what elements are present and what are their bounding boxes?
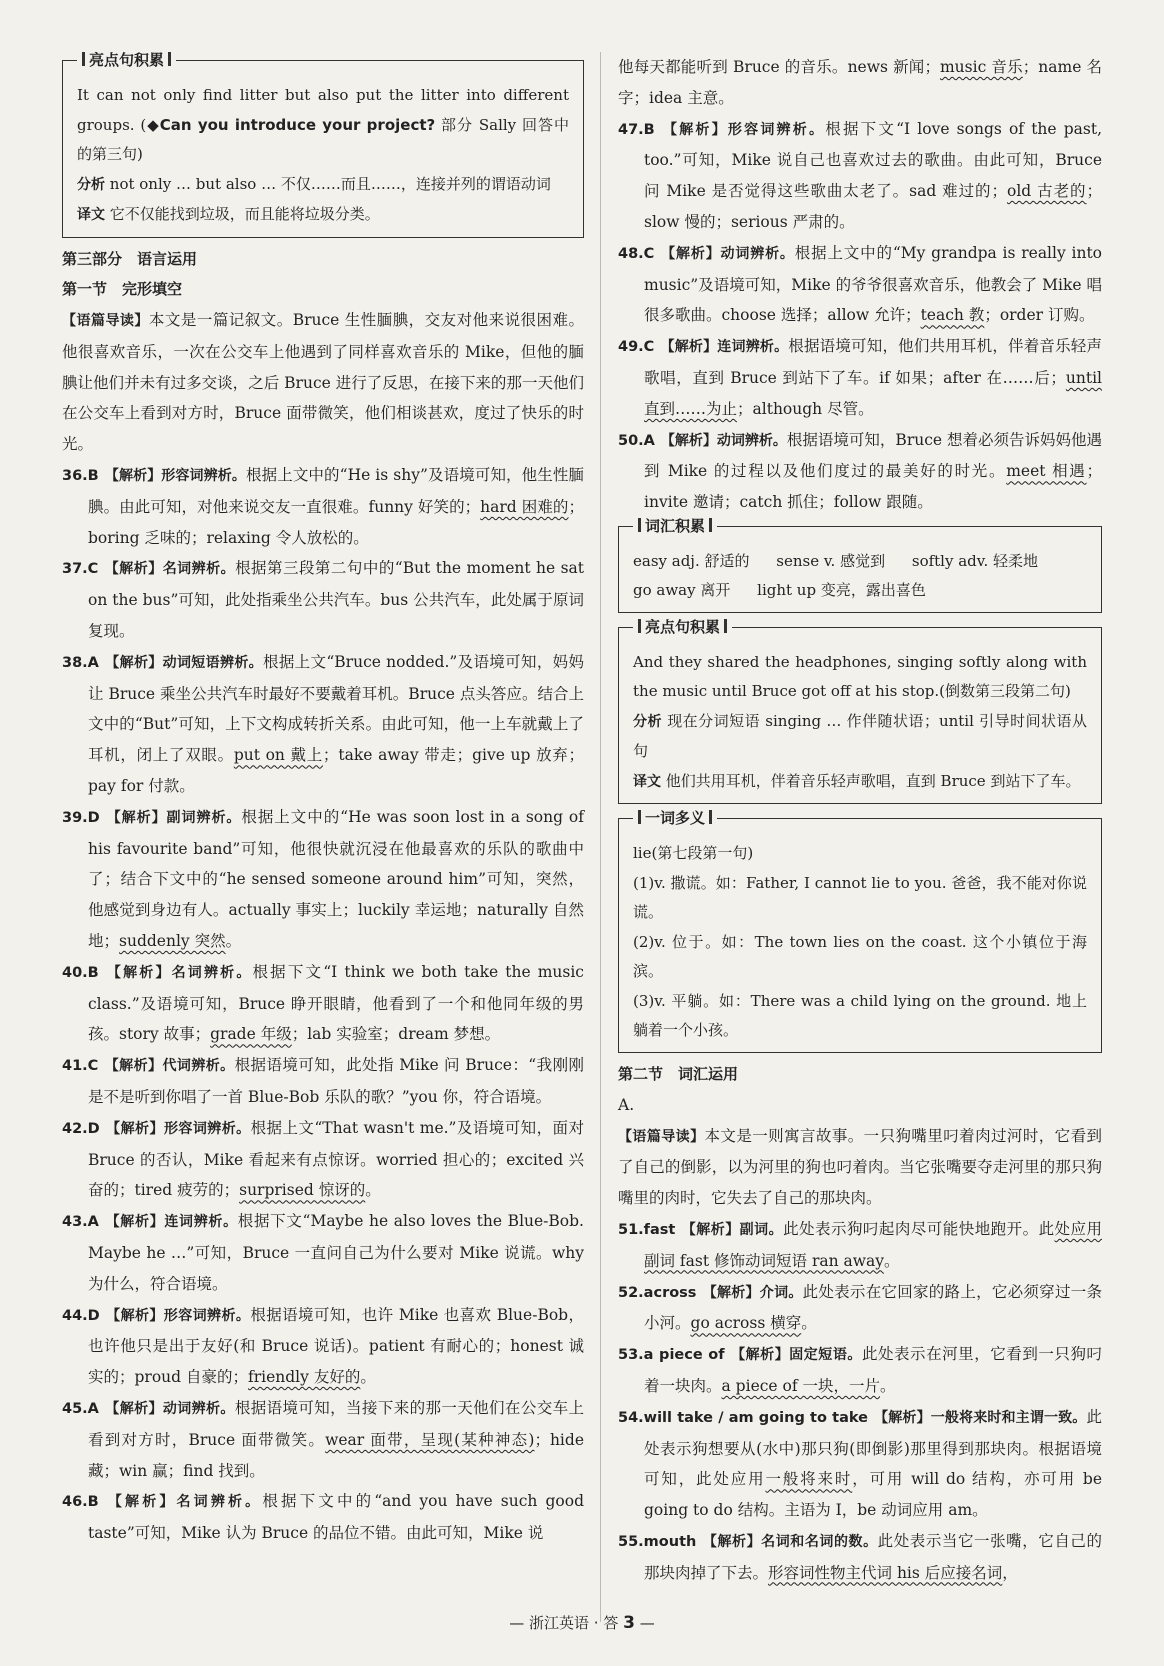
- answer-number: 39.D: [62, 809, 100, 826]
- answer-item: [62, 1113, 584, 1206]
- analysis: 分析 现在分词短语 singing … 作伴随状语；until 引导时间状语从句: [633, 711, 1087, 761]
- analysis-tag: 【解析】副词。: [681, 1221, 784, 1238]
- answer-number: 52.across: [618, 1284, 697, 1301]
- explanation: ；boring 乏味的；relaxing 令人放松的。: [88, 497, 584, 547]
- explanation: 。: [225, 932, 242, 951]
- word: lie(第七段第一句): [633, 844, 754, 863]
- answer-item: [618, 425, 1102, 518]
- answer-item: [62, 1486, 584, 1549]
- analysis-tag: 【解析】名词辨析。: [104, 561, 236, 578]
- explanation: 根据语境可知，他们共用耳机，伴着音乐轻声歌唱，直到 Bruce 到站下了车。if 如果；after 在……后；: [644, 337, 1102, 387]
- answer-number: 37.C: [62, 561, 99, 578]
- section-heading: 第二节 词汇运用: [618, 1064, 739, 1083]
- key-phrase: 处应用副词 fast 修饰动词短语 ran away: [644, 1219, 1102, 1270]
- explanation: ；invite 邀请；catch 抓住；follow 跟随。: [644, 462, 1103, 512]
- answer-number: 50.A: [618, 432, 655, 449]
- analysis-tag: 【解析】形容词辨析。: [660, 121, 826, 138]
- explanation: 根据下文中的“and you have such good taste”可知，Mike 认为 Bruce 的品位不错。由此可知，Mike 说: [88, 1492, 584, 1543]
- continued-text: 他每天都能听到 Bruce 的音乐。news 新闻；music 音乐；name 名字；idea 主意。: [618, 58, 1103, 107]
- explanation: ；lab 实验室；dream 梦想。: [291, 1025, 501, 1044]
- explanation: 根据上文中的“He was soon lost in a song of his favourite band”可知，他很快就沉浸在他最喜欢的乐队的歌曲中了；结合下文中的“he sensed someone around him”可知，突然，他感觉到身边有人。actually 事实上；luckily 幸运地；naturally 自然地；: [88, 807, 584, 951]
- passage-intro: 【语篇导读】本文是一则寓言故事。一只狗嘴里叼着肉过河时，它看到了自己的倒影，以为河里的狗也叼着肉。当它张嘴要夺走河里的那只狗嘴里的肉时，它失去了自己的那块肉。: [618, 1126, 1102, 1208]
- analysis-tag: 【解析】形容词辨析。: [104, 468, 246, 485]
- part-heading: 第三部分 语言运用: [62, 249, 198, 268]
- box-title: 亮点句积累: [77, 50, 176, 70]
- answer-item: [618, 114, 1102, 238]
- answer-number: 54.will take / am going to take: [618, 1409, 868, 1426]
- key-phrase: put on 戴上: [233, 746, 323, 765]
- explanation: 根据下文“I think we both take the music class.”及语境可知，Bruce 睁开眼睛，他看到了一个和他同年级的男孩。story 故事；: [88, 962, 584, 1044]
- analysis-tag: 【解析】名词辨析。: [104, 964, 253, 981]
- translation: 译文 他们共用耳机，伴着音乐轻声歌唱，直到 Bruce 到站下了车。: [633, 771, 1081, 790]
- explanation: 根据下文“Maybe he also loves the Blue-Bob. Maybe he …”可知，Bruce 一直问自己为什么要对 Mike 说谎。why 为什么，符合语境。: [88, 1212, 584, 1293]
- right-column: [618, 52, 1102, 1589]
- answer-item: [618, 1402, 1102, 1526]
- answer-item: [618, 331, 1102, 424]
- analysis-tag: 【解析】代词辨析。: [104, 1058, 235, 1075]
- analysis: 分析 not only … but also … 不仅……而且……，连接并列的谓语动词: [77, 174, 551, 193]
- sentence: And they shared the headphones, singing softly along with the music until Bruce got off at his stop.(倒数第三段第二句): [633, 652, 1087, 701]
- explanation: 。: [880, 1376, 896, 1395]
- explanation: 根据语境可知，此处指 Mike 问 Bruce：“我刚刚是不是听到你唱了一首 Blue-Bob 乐队的歌？”you 你，符合语境。: [88, 1056, 584, 1107]
- explanation: 根据下文“I love songs of the past, too.”可知，Mike 说自己也喜欢过去的歌曲。由此可知，Bruce 问 Mike 是否觉得这些歌曲太老了。sad 难过的；: [644, 119, 1103, 201]
- explanation: 根据语境可知，当接下来的那一天他们在公交车上看到对方时，Bruce 面带微笑。: [88, 1398, 584, 1449]
- answer-item: [618, 1214, 1102, 1277]
- answer-item: [62, 647, 584, 802]
- answer-list: [618, 114, 1102, 518]
- analysis-tag: 【解析】一般将来时和主谓一致。: [873, 1409, 1087, 1426]
- vocab-box: [618, 516, 1102, 613]
- answer-item: [618, 1339, 1102, 1402]
- analysis-tag: 【解析】固定短语。: [730, 1347, 862, 1364]
- explanation: ，可用 will do 结构，亦可用 be going to do 结构。主语为 I，be 动词应用 am。: [644, 1470, 1102, 1520]
- explanation: 此处表示在河里，它看到一只狗叼着一块肉。: [644, 1345, 1102, 1395]
- answer-number: 45.A: [62, 1400, 99, 1417]
- key-phrase: friendly 友好的: [248, 1368, 361, 1387]
- analysis-tag: 【解析】动词短语辨析。: [104, 654, 263, 671]
- explanation: 。: [360, 1368, 376, 1387]
- analysis-tag: 【解析】介词。: [702, 1284, 803, 1301]
- explanation: 根据上文“Bruce nodded.”及语境可知，妈妈让 Bruce 乘坐公共汽车时最好不要戴着耳机。Bruce 点头答应。结合上文中的“But”可知，上下文构成转折关系。由此可知，他一上车就戴上了耳机，闭上了双眼。: [88, 652, 585, 765]
- answer-item: [62, 553, 584, 646]
- answer-item: [62, 1393, 584, 1486]
- answer-item: [618, 238, 1102, 331]
- answer-number: 42.D: [62, 1120, 100, 1137]
- explanation: 根据上文中的“He is shy”及语境可知，他生性腼腆。由此可知，对他来说交友一直很难。funny 好笑的；: [88, 466, 585, 516]
- answer-item: [62, 802, 584, 957]
- answer-item: [62, 1300, 584, 1393]
- answer-number: 46.B: [62, 1494, 99, 1511]
- explanation: 此处表示狗想要从(水中)那只狗(即倒影)那里得到那块肉。根据语境可知，此处应用: [644, 1407, 1102, 1489]
- answer-number: 40.B: [62, 964, 99, 981]
- explanation: ，: [1002, 1563, 1018, 1582]
- explanation: ；hide 藏；win 赢；find 找到。: [88, 1430, 584, 1480]
- key-phrase: until 直到……为止: [644, 368, 1102, 418]
- explanation: 此处表示当它一张嘴，它自己的那块肉掉了下去。: [644, 1531, 1102, 1582]
- box-body: It can not only find litter but also put the litter into different groups. (◆Can you introduce your project? 部分 Sally 回答中的第三句): [77, 86, 569, 163]
- sense: (3)v. 平躺。如：There was a child lying on the ground. 地上躺着一个小孩。: [633, 991, 1087, 1040]
- key-phrase: old 古老的: [1007, 182, 1087, 201]
- key-phrase: 形容词性物主代词 his 后应接名词: [768, 1563, 1003, 1582]
- page-footer: — 浙江英语 · 答 3 —: [509, 1613, 655, 1633]
- polysemy-box: [618, 809, 1102, 1053]
- sense: (1)v. 撒谎。如：Father, I cannot lie to you. 爸爸，我不能对你说谎。: [633, 873, 1087, 922]
- answer-item: [62, 1206, 584, 1299]
- box-title: 亮点句积累: [633, 617, 732, 637]
- analysis-tag: 【解析】动词辨析。: [660, 432, 787, 449]
- sub-heading: A.: [618, 1095, 635, 1114]
- answer-item: [618, 1526, 1102, 1589]
- vocab-row: easy adj. 舒适的 sense v. 感觉到 softly adv. 轻柔地: [633, 551, 1038, 570]
- answer-number: 55.mouth: [618, 1533, 697, 1550]
- analysis-tag: 【解析】连词辨析。: [660, 339, 789, 356]
- key-phrase: teach 教: [920, 306, 985, 325]
- answer-item: [62, 460, 584, 553]
- key-phrase: suddenly 突然: [119, 932, 226, 951]
- answer-number: 49.C: [618, 339, 655, 356]
- analysis-tag: 【解析】副词辨析。: [105, 809, 242, 826]
- answer-number: 36.B: [62, 468, 99, 485]
- explanation: 根据第三段第二句中的“But the moment he sat on the bus”可知，此处指乘坐公共汽车。bus 公共汽车，此处属于原词复现。: [88, 559, 584, 641]
- answer-list: [62, 460, 584, 1549]
- highlight-sentence-box: [618, 617, 1102, 805]
- answer-item: [62, 957, 584, 1050]
- answer-number: 38.A: [62, 654, 99, 671]
- explanation: ；order 订购。: [984, 306, 1095, 325]
- key-phrase: a piece of 一块，一片: [721, 1376, 881, 1395]
- key-phrase: grade 年级: [210, 1025, 292, 1044]
- key-phrase: go across 横穿: [690, 1314, 802, 1333]
- explanation: 此处表示狗叼起肉尽可能快地跑开。此: [783, 1219, 1055, 1238]
- section-heading: 第一节 完形填空: [62, 280, 183, 299]
- answer-list: [618, 1214, 1102, 1589]
- sense: (2)v. 位于。如：The town lies on the coast. 这个小镇位于海滨。: [633, 932, 1087, 981]
- highlight-sentence-box: [62, 51, 584, 238]
- key-phrase: 一般将来时: [765, 1470, 853, 1489]
- answer-number: 41.C: [62, 1058, 99, 1075]
- left-column: [62, 52, 584, 1549]
- explanation: 。: [884, 1251, 900, 1270]
- sentence: It can not only find litter but also put the litter into different groups.: [77, 86, 569, 134]
- answer-number: 53.a piece of: [618, 1347, 725, 1364]
- passage-intro: 【语篇导读】本文是一篇记叙文。Bruce 生性腼腆，交友对他来说很困难。他很喜欢音乐，一次在公交车上他遇到了同样喜欢音乐的 Mike，但他的腼腆让他们并未有过多交谈，之后 Bruce 进行了反思，在接下来的那一天他们在公交车上看到对方时，Bruce 面带微笑，他们相谈甚欢，度过了快乐的时光。: [62, 311, 584, 454]
- answer-number: 44.D: [62, 1307, 100, 1324]
- explanation: 根据语境可知，Bruce 想着必须告诉妈妈他遇到 Mike 的过程以及他们度过的最美好的时光。: [644, 430, 1102, 481]
- explanation: ；take away 带走；give up 放弃；pay for 付款。: [88, 746, 584, 796]
- box-title: 一词多义: [633, 808, 717, 828]
- answer-number: 43.A: [62, 1214, 99, 1231]
- analysis-tag: 【解析】连词辨析。: [104, 1214, 238, 1231]
- source-heading: ◆Can you introduce your project?: [146, 115, 436, 134]
- translation: 译文 它不仅能找到垃圾，而且能将垃圾分类。: [77, 205, 380, 223]
- analysis-tag: 【解析】动词辨析。: [104, 1400, 235, 1417]
- explanation: ；although 尽管。: [737, 399, 874, 418]
- analysis-tag: 【解析】名词辨析。: [104, 1494, 263, 1511]
- explanation: ；slow 慢的；serious 严肃的。: [644, 182, 1103, 231]
- key-phrase: meet 相遇: [1006, 462, 1087, 481]
- explanation: 根据上文“That wasn't me.”及语境可知，面对 Bruce 的否认，Mike 看起来有点惊讶。worried 担心的；excited 兴奋的；tired 疲劳的；: [88, 1118, 584, 1200]
- analysis-tag: 【解析】名词和名词的数。: [702, 1533, 878, 1550]
- answer-number: 48.C: [618, 245, 655, 262]
- analysis-tag: 【解析】动词辨析。: [660, 245, 795, 262]
- analysis-tag: 【解析】形容词辨析。: [105, 1307, 251, 1324]
- key-phrase: surprised 惊讶的: [239, 1181, 366, 1200]
- explanation: 根据语境可知，也许 Mike 也喜欢 Blue-Bob，也许他只是出于友好(和 Bruce 说话)。patient 有耐心的；honest 诚实的；proud 自豪的；: [88, 1305, 585, 1387]
- explanation: 根据上文中的“My grandpa is really into music”及语境可知，Mike 的爷爷很喜欢音乐，他教会了 Mike 唱很多歌曲。choose 选择；allow 允许；: [644, 243, 1103, 325]
- explanation: 此处表示在它回家的路上，它必须穿过一条小河。: [644, 1282, 1102, 1333]
- analysis-tag: 【解析】形容词辨析。: [105, 1120, 251, 1137]
- answer-item: [618, 1277, 1102, 1340]
- explanation: 。: [365, 1181, 381, 1200]
- page-number: 3: [623, 1613, 635, 1633]
- box-title: 词汇积累: [633, 516, 717, 536]
- key-phrase: wear 面带，呈现(某种神态): [325, 1430, 535, 1449]
- answer-number: 51.fast: [618, 1221, 676, 1238]
- explanation: 。: [801, 1314, 817, 1333]
- vocab-row: go away 离开 light up 变亮，露出喜色: [633, 581, 926, 600]
- column-divider: [600, 52, 601, 1622]
- answer-number: 47.B: [618, 121, 655, 138]
- answer-item: [62, 1050, 584, 1113]
- key-phrase: hard 困难的: [480, 497, 569, 516]
